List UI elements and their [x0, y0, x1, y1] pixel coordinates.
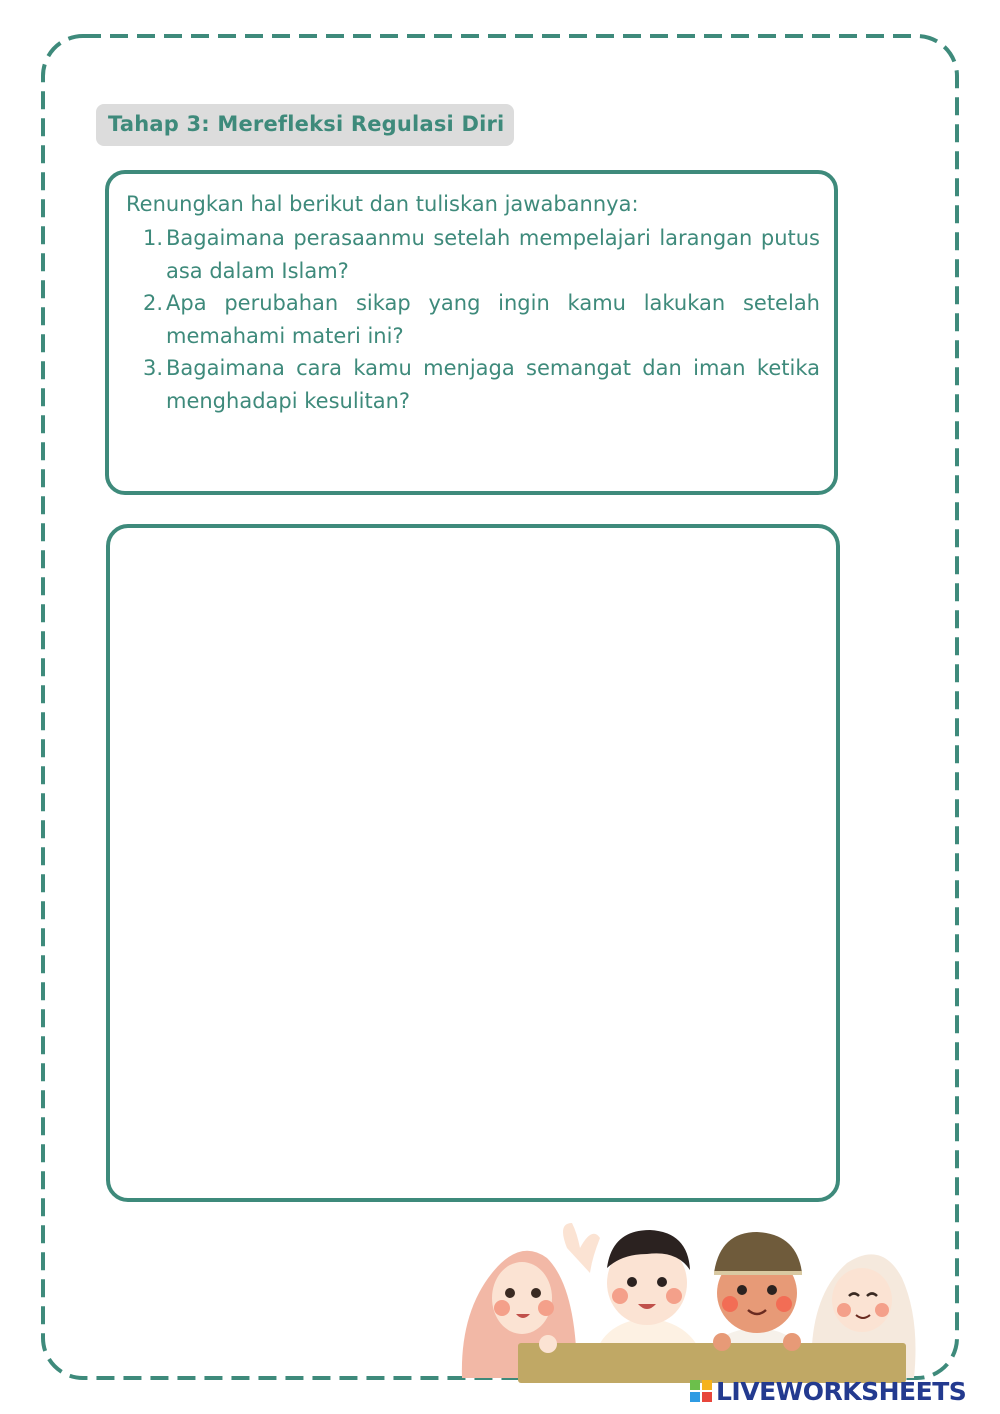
question-text: Bagaimana perasaanmu setelah mempelajari larangan putus asa dalam Islam? [166, 226, 820, 283]
hand-left [539, 1335, 557, 1353]
question-number: 3. [143, 356, 164, 380]
question-text: Bagaimana cara kamu menjaga semangat dan iman ketika menghadapi kesulitan? [166, 356, 820, 413]
children-illustration [452, 1218, 922, 1383]
question-item [126, 222, 820, 287]
question-item [126, 352, 820, 417]
question-number: 1. [143, 226, 164, 250]
hand-right [783, 1333, 801, 1351]
hand-middle [713, 1333, 731, 1351]
reflection-questions [105, 170, 838, 495]
brand-name: LIVEWORKSHEETS [716, 1376, 967, 1406]
liveworksheets-brand [690, 1376, 966, 1406]
answer-input[interactable] [106, 524, 840, 1202]
question-number: 2. [143, 291, 164, 315]
question-item [126, 287, 820, 352]
reflection-intro: Renungkan hal berikut dan tuliskan jawabannya: [126, 192, 639, 216]
question-text: Apa perubahan sikap yang ingin kamu lakukan setelah memahami materi ini? [166, 291, 820, 348]
liveworksheets-logo-icon [690, 1380, 712, 1402]
stage-title: Tahap 3: Merefleksi Regulasi Diri [96, 104, 514, 146]
question-list [126, 222, 820, 417]
